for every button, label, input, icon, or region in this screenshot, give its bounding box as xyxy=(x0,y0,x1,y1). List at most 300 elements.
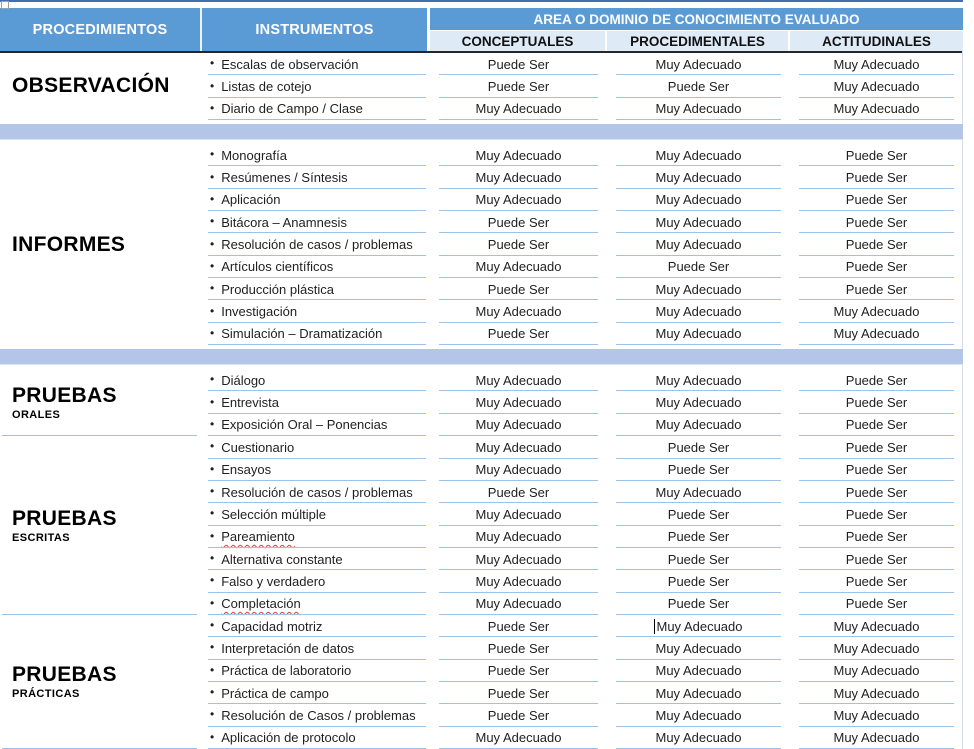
value-cell-procedimentales[interactable] xyxy=(607,637,790,659)
value-cell-actitudinales[interactable] xyxy=(790,278,963,300)
value-text: Muy Adecuado xyxy=(655,730,742,746)
value-text: Puede Ser xyxy=(845,506,908,522)
value-text: Puede Ser xyxy=(667,529,730,545)
value-cell-conceptuales[interactable] xyxy=(430,323,607,345)
value-text: Muy Adecuado xyxy=(475,730,562,746)
table-row xyxy=(202,189,963,211)
instrument-label: Resolución de Casos / problemas xyxy=(221,707,416,723)
value-cell-actitudinales[interactable] xyxy=(790,144,963,166)
value-text: Muy Adecuado xyxy=(656,618,743,634)
bullet-icon: • xyxy=(210,729,215,744)
value-text: Muy Adecuado xyxy=(833,79,920,95)
bullet-icon: • xyxy=(210,258,215,273)
value-text: Puede Ser xyxy=(845,551,908,567)
table-row xyxy=(202,391,963,413)
instrument-cell[interactable] xyxy=(202,300,430,322)
value-text: Muy Adecuado xyxy=(655,281,742,297)
table-top-border xyxy=(0,0,963,2)
bullet-icon: • xyxy=(210,78,215,93)
value-text: Muy Adecuado xyxy=(655,372,742,388)
value-text: Puede Ser xyxy=(845,484,908,500)
section-pruebas-orales xyxy=(0,369,962,436)
value-text: Puede Ser xyxy=(487,663,550,679)
table-row xyxy=(202,53,963,75)
instrument-cell[interactable] xyxy=(202,98,430,120)
procedure-cell[interactable] xyxy=(0,615,202,749)
value-cell-actitudinales[interactable] xyxy=(790,256,963,278)
value-cell-procedimentales[interactable] xyxy=(607,391,790,413)
value-text: Muy Adecuado xyxy=(655,395,742,411)
value-cell-actitudinales[interactable] xyxy=(790,323,963,345)
value-cell-conceptuales[interactable] xyxy=(430,166,607,188)
procedure-cell[interactable] xyxy=(0,144,202,345)
value-cell-actitudinales[interactable] xyxy=(790,704,963,726)
value-text: Muy Adecuado xyxy=(833,101,920,117)
value-text: Puede Ser xyxy=(845,372,908,388)
value-cell-procedimentales[interactable] xyxy=(607,166,790,188)
instrument-label: Alternativa constante xyxy=(221,551,343,567)
instrument-cell[interactable] xyxy=(202,256,430,278)
value-text: Muy Adecuado xyxy=(833,663,920,679)
value-cell-conceptuales[interactable] xyxy=(430,300,607,322)
value-cell-procedimentales[interactable] xyxy=(607,98,790,120)
value-text: Puede Ser xyxy=(667,506,730,522)
value-text: Puede Ser xyxy=(487,640,550,656)
instrument-label: Aplicación xyxy=(221,192,281,208)
instrument-label: Práctica de campo xyxy=(221,685,329,701)
value-text: Muy Adecuado xyxy=(475,573,562,589)
bullet-icon: • xyxy=(210,640,215,655)
table-row xyxy=(202,300,963,322)
instrument-label: Capacidad motriz xyxy=(221,618,323,634)
value-cell-procedimentales[interactable] xyxy=(607,481,790,503)
value-text: Puede Ser xyxy=(845,237,908,253)
value-cell-actitudinales[interactable] xyxy=(790,369,963,391)
value-text: Muy Adecuado xyxy=(655,170,742,186)
table-row xyxy=(202,615,963,637)
bullet-icon: • xyxy=(210,506,215,521)
value-cell-procedimentales[interactable] xyxy=(607,459,790,481)
value-text: Puede Ser xyxy=(845,439,908,455)
instrument-cell[interactable] xyxy=(202,570,430,592)
value-text: Puede Ser xyxy=(845,147,908,163)
value-cell-actitudinales[interactable] xyxy=(790,615,963,637)
value-cell-conceptuales[interactable] xyxy=(430,570,607,592)
value-text: Muy Adecuado xyxy=(833,304,920,320)
bullet-icon: • xyxy=(210,325,215,340)
section-pruebas-practicas xyxy=(0,615,962,749)
instrument-rows xyxy=(202,615,963,749)
bullet-icon: • xyxy=(210,372,215,387)
bullet-icon: • xyxy=(210,394,215,409)
procedure-name: OBSERVACIÓN xyxy=(12,74,170,98)
value-cell-procedimentales[interactable] xyxy=(607,189,790,211)
instrument-cell[interactable] xyxy=(202,233,430,255)
value-text: Muy Adecuado xyxy=(655,147,742,163)
bullet-icon: • xyxy=(210,662,215,677)
value-text: Muy Adecuado xyxy=(655,56,742,72)
value-cell-actitudinales[interactable] xyxy=(790,98,963,120)
value-cell-procedimentales[interactable] xyxy=(607,660,790,682)
value-cell-conceptuales[interactable] xyxy=(430,278,607,300)
value-cell-procedimentales[interactable] xyxy=(607,570,790,592)
value-text: Puede Ser xyxy=(845,462,908,478)
value-text: Muy Adecuado xyxy=(475,551,562,567)
value-text: Muy Adecuado xyxy=(833,730,920,746)
value-cell-conceptuales[interactable] xyxy=(430,615,607,637)
instrument-label: Resúmenes / Síntesis xyxy=(221,170,348,186)
value-text: Muy Adecuado xyxy=(833,640,920,656)
value-cell-conceptuales[interactable] xyxy=(430,660,607,682)
value-cell-conceptuales[interactable] xyxy=(430,144,607,166)
value-text: Puede Ser xyxy=(845,395,908,411)
value-text: Puede Ser xyxy=(487,237,550,253)
sections-container xyxy=(0,53,962,749)
value-text: Puede Ser xyxy=(667,439,730,455)
value-cell-actitudinales[interactable] xyxy=(790,637,963,659)
value-text: Muy Adecuado xyxy=(655,417,742,433)
value-cell-conceptuales[interactable] xyxy=(430,53,607,75)
value-cell-actitudinales[interactable] xyxy=(790,727,963,749)
value-cell-actitudinales[interactable] xyxy=(790,548,963,570)
value-cell-actitudinales[interactable] xyxy=(790,570,963,592)
instrument-label: Diario de Campo / Clase xyxy=(221,101,363,117)
table-row xyxy=(202,211,963,233)
value-cell-actitudinales[interactable] xyxy=(790,391,963,413)
value-text: Muy Adecuado xyxy=(655,326,742,342)
value-text: Puede Ser xyxy=(487,326,550,342)
value-text: Muy Adecuado xyxy=(475,462,562,478)
value-text: Puede Ser xyxy=(487,685,550,701)
instrument-label: Bitácora – Anamnesis xyxy=(221,214,347,230)
value-cell-procedimentales[interactable] xyxy=(607,503,790,525)
value-cell-procedimentales[interactable] xyxy=(607,278,790,300)
instrument-cell[interactable] xyxy=(202,75,430,97)
instrument-cell[interactable] xyxy=(202,704,430,726)
value-cell-conceptuales[interactable] xyxy=(430,391,607,413)
table-row xyxy=(202,481,963,503)
value-cell-actitudinales[interactable] xyxy=(790,660,963,682)
value-cell-procedimentales[interactable] xyxy=(607,436,790,458)
instrument-label: Falso y verdadero xyxy=(221,573,326,589)
instrument-cell[interactable] xyxy=(202,166,430,188)
value-text: Muy Adecuado xyxy=(475,101,562,117)
instrument-rows xyxy=(202,53,963,120)
instrument-cell[interactable] xyxy=(202,526,430,548)
value-text: Muy Adecuado xyxy=(655,707,742,723)
value-cell-procedimentales[interactable] xyxy=(607,682,790,704)
value-text: Muy Adecuado xyxy=(655,237,742,253)
value-text: Puede Ser xyxy=(667,596,730,612)
instrument-label: Producción plástica xyxy=(221,281,334,297)
value-cell-conceptuales[interactable] xyxy=(430,189,607,211)
value-text: Puede Ser xyxy=(487,79,550,95)
value-text: Puede Ser xyxy=(845,214,908,230)
header-area-title[interactable]: AREA O DOMINIO DE CONOCIMIENTO EVALUADO xyxy=(430,8,963,31)
table-row xyxy=(202,323,963,345)
value-cell-actitudinales[interactable] xyxy=(790,189,963,211)
value-text: Puede Ser xyxy=(487,707,550,723)
instrument-label: Aplicación de protocolo xyxy=(221,730,356,746)
table-row xyxy=(202,144,963,166)
instrument-rows xyxy=(202,436,963,615)
bullet-icon: • xyxy=(210,595,215,610)
value-cell-conceptuales[interactable] xyxy=(430,503,607,525)
value-text: Puede Ser xyxy=(845,417,908,433)
text-cursor xyxy=(654,619,655,634)
instrument-rows xyxy=(202,144,963,345)
value-cell-actitudinales[interactable] xyxy=(790,300,963,322)
value-text: Puede Ser xyxy=(667,79,730,95)
instrument-label: Completación xyxy=(221,596,301,612)
instrument-cell[interactable] xyxy=(202,211,430,233)
value-cell-actitudinales[interactable] xyxy=(790,481,963,503)
bullet-icon: • xyxy=(210,100,215,115)
value-text: Muy Adecuado xyxy=(475,395,562,411)
table-move-handle[interactable] xyxy=(1,1,9,9)
bullet-icon: • xyxy=(210,685,215,700)
procedure-subname: PRÁCTICAS xyxy=(12,687,80,700)
procedure-cell[interactable] xyxy=(0,436,202,615)
section-informes xyxy=(0,144,962,345)
value-cell-actitudinales[interactable] xyxy=(790,75,963,97)
value-cell-actitudinales[interactable] xyxy=(790,593,963,615)
table-row xyxy=(202,166,963,188)
value-cell-procedimentales[interactable] xyxy=(607,548,790,570)
table-row xyxy=(202,233,963,255)
instrument-rows xyxy=(202,369,963,436)
value-text: Puede Ser xyxy=(845,281,908,297)
instrument-label: Monografía xyxy=(221,147,287,163)
instrument-label: Diálogo xyxy=(221,372,266,388)
table-row xyxy=(202,503,963,525)
value-cell-conceptuales[interactable] xyxy=(430,436,607,458)
instrument-cell[interactable] xyxy=(202,593,430,615)
procedure-cell[interactable] xyxy=(0,369,202,436)
section-pruebas-escritas xyxy=(0,436,962,615)
instrument-cell[interactable] xyxy=(202,369,430,391)
value-text: Muy Adecuado xyxy=(475,192,562,208)
value-cell-procedimentales[interactable] xyxy=(607,300,790,322)
table-row xyxy=(202,414,963,436)
instrument-cell[interactable] xyxy=(202,682,430,704)
procedure-cell[interactable] xyxy=(0,53,202,120)
value-text: Muy Adecuado xyxy=(655,640,742,656)
bullet-icon: • xyxy=(210,281,215,296)
table-row xyxy=(202,570,963,592)
bullet-icon: • xyxy=(210,236,215,251)
instrument-label: Exposición Oral – Ponencias xyxy=(221,417,388,433)
header-conceptuales[interactable]: CONCEPTUALES xyxy=(430,31,607,51)
value-text: Puede Ser xyxy=(845,529,908,545)
value-text: Muy Adecuado xyxy=(475,259,562,275)
value-text: Muy Adecuado xyxy=(833,618,920,634)
value-cell-procedimentales[interactable] xyxy=(607,593,790,615)
instrument-cell[interactable] xyxy=(202,414,430,436)
instrument-label: Cuestionario xyxy=(221,439,295,455)
value-text: Puede Ser xyxy=(845,573,908,589)
bullet-icon: • xyxy=(210,214,215,229)
separator-band xyxy=(0,124,963,140)
value-text: Muy Adecuado xyxy=(655,685,742,701)
instrument-cell[interactable] xyxy=(202,189,430,211)
value-text: Puede Ser xyxy=(487,56,550,72)
value-cell-actitudinales[interactable] xyxy=(790,682,963,704)
instrument-label: Entrevista xyxy=(221,395,280,411)
value-cell-actitudinales[interactable] xyxy=(790,436,963,458)
bullet-icon: • xyxy=(210,707,215,722)
table-row xyxy=(202,660,963,682)
instrument-cell[interactable] xyxy=(202,278,430,300)
bullet-icon: • xyxy=(210,551,215,566)
table-row xyxy=(202,278,963,300)
value-cell-conceptuales[interactable] xyxy=(430,593,607,615)
value-text: Puede Ser xyxy=(845,259,908,275)
value-cell-conceptuales[interactable] xyxy=(430,481,607,503)
instrument-label: Interpretación de datos xyxy=(221,640,355,656)
value-cell-procedimentales[interactable] xyxy=(607,53,790,75)
value-text: Muy Adecuado xyxy=(655,663,742,679)
instrument-cell[interactable] xyxy=(202,727,430,749)
instrument-label: Práctica de laboratorio xyxy=(221,663,352,679)
bullet-icon: • xyxy=(210,191,215,206)
value-cell-conceptuales[interactable] xyxy=(430,211,607,233)
value-cell-conceptuales[interactable] xyxy=(430,704,607,726)
value-text: Puede Ser xyxy=(667,259,730,275)
value-cell-procedimentales[interactable] xyxy=(607,615,790,637)
value-cell-procedimentales[interactable] xyxy=(607,526,790,548)
instrument-cell[interactable] xyxy=(202,637,430,659)
value-text: Puede Ser xyxy=(667,462,730,478)
value-text: Muy Adecuado xyxy=(475,529,562,545)
table-row xyxy=(202,436,963,458)
value-cell-procedimentales[interactable] xyxy=(607,256,790,278)
instrument-cell[interactable] xyxy=(202,323,430,345)
value-cell-procedimentales[interactable] xyxy=(607,414,790,436)
bullet-icon: • xyxy=(210,147,215,162)
bullet-icon: • xyxy=(210,439,215,454)
value-text: Puede Ser xyxy=(487,484,550,500)
value-cell-conceptuales[interactable] xyxy=(430,75,607,97)
table-row xyxy=(202,256,963,278)
instrument-cell[interactable] xyxy=(202,459,430,481)
procedure-name: INFORMES xyxy=(12,232,126,256)
value-text: Muy Adecuado xyxy=(475,439,562,455)
value-text: Muy Adecuado xyxy=(655,101,742,117)
value-text: Muy Adecuado xyxy=(475,372,562,388)
value-cell-procedimentales[interactable] xyxy=(607,75,790,97)
bullet-icon: • xyxy=(210,169,215,184)
table-row xyxy=(202,369,963,391)
table-row xyxy=(202,727,963,749)
instrument-label: Resolución de casos / problemas xyxy=(221,237,413,253)
bullet-icon: • xyxy=(210,484,215,499)
value-cell-conceptuales[interactable] xyxy=(430,526,607,548)
value-cell-conceptuales[interactable] xyxy=(430,369,607,391)
value-cell-conceptuales[interactable] xyxy=(430,233,607,255)
value-cell-actitudinales[interactable] xyxy=(790,459,963,481)
value-cell-conceptuales[interactable] xyxy=(430,459,607,481)
value-text: Puede Ser xyxy=(487,214,550,230)
value-cell-conceptuales[interactable] xyxy=(430,727,607,749)
table-row xyxy=(202,548,963,570)
table-row xyxy=(202,593,963,615)
instrument-cell[interactable] xyxy=(202,548,430,570)
value-cell-conceptuales[interactable] xyxy=(430,414,607,436)
instrument-cell[interactable] xyxy=(202,481,430,503)
value-text: Muy Adecuado xyxy=(475,147,562,163)
header-instrumentos[interactable]: INSTRUMENTOS xyxy=(202,8,430,51)
procedure-subname: ORALES xyxy=(12,408,61,421)
procedure-subname: ESCRITAS xyxy=(12,531,71,544)
value-text: Puede Ser xyxy=(845,192,908,208)
value-cell-actitudinales[interactable] xyxy=(790,526,963,548)
bullet-icon: • xyxy=(210,461,215,476)
value-cell-procedimentales[interactable] xyxy=(607,144,790,166)
value-cell-actitudinales[interactable] xyxy=(790,53,963,75)
value-cell-procedimentales[interactable] xyxy=(607,369,790,391)
value-cell-actitudinales[interactable] xyxy=(790,233,963,255)
bullet-icon: • xyxy=(210,416,215,431)
value-cell-conceptuales[interactable] xyxy=(430,548,607,570)
header-procedimientos[interactable]: PROCEDIMIENTOS xyxy=(0,8,202,51)
value-cell-actitudinales[interactable] xyxy=(790,414,963,436)
value-cell-conceptuales[interactable] xyxy=(430,682,607,704)
value-cell-procedimentales[interactable] xyxy=(607,323,790,345)
value-cell-actitudinales[interactable] xyxy=(790,503,963,525)
instrument-cell[interactable] xyxy=(202,391,430,413)
table-row xyxy=(202,459,963,481)
header-subcolumns xyxy=(430,31,963,51)
table-row xyxy=(202,637,963,659)
instrument-label: Simulación – Dramatización xyxy=(221,326,383,342)
instrument-label: Resolución de casos / problemas xyxy=(221,484,413,500)
instrument-cell[interactable] xyxy=(202,660,430,682)
section-observacion xyxy=(0,53,962,120)
value-text: Muy Adecuado xyxy=(475,506,562,522)
value-cell-conceptuales[interactable] xyxy=(430,637,607,659)
value-cell-procedimentales[interactable] xyxy=(607,211,790,233)
value-cell-conceptuales[interactable] xyxy=(430,98,607,120)
value-text: Muy Adecuado xyxy=(655,484,742,500)
value-text: Muy Adecuado xyxy=(833,56,920,72)
value-cell-actitudinales[interactable] xyxy=(790,211,963,233)
instrument-cell[interactable] xyxy=(202,436,430,458)
table-row xyxy=(202,704,963,726)
value-cell-conceptuales[interactable] xyxy=(430,256,607,278)
table-row xyxy=(202,682,963,704)
value-text: Puede Ser xyxy=(845,170,908,186)
instrument-label: Ensayos xyxy=(221,462,272,478)
value-text: Puede Ser xyxy=(487,281,550,297)
instrument-cell[interactable] xyxy=(202,144,430,166)
header-procedimentales[interactable]: PROCEDIMENTALES xyxy=(607,31,790,51)
header-actitudinales[interactable]: ACTITUDINALES xyxy=(790,31,963,51)
value-cell-procedimentales[interactable] xyxy=(607,233,790,255)
instrument-label: Escalas de observación xyxy=(221,56,359,72)
value-cell-procedimentales[interactable] xyxy=(607,704,790,726)
instrument-label: Selección múltiple xyxy=(221,506,326,522)
value-cell-procedimentales[interactable] xyxy=(607,727,790,749)
instrument-cell[interactable] xyxy=(202,615,430,637)
value-text: Muy Adecuado xyxy=(655,304,742,320)
instrument-label: Listas de cotejo xyxy=(221,79,312,95)
value-text: Muy Adecuado xyxy=(655,192,742,208)
instrument-cell[interactable] xyxy=(202,53,430,75)
procedure-name: PRUEBAS xyxy=(12,662,117,686)
value-cell-actitudinales[interactable] xyxy=(790,166,963,188)
instrument-cell[interactable] xyxy=(202,503,430,525)
